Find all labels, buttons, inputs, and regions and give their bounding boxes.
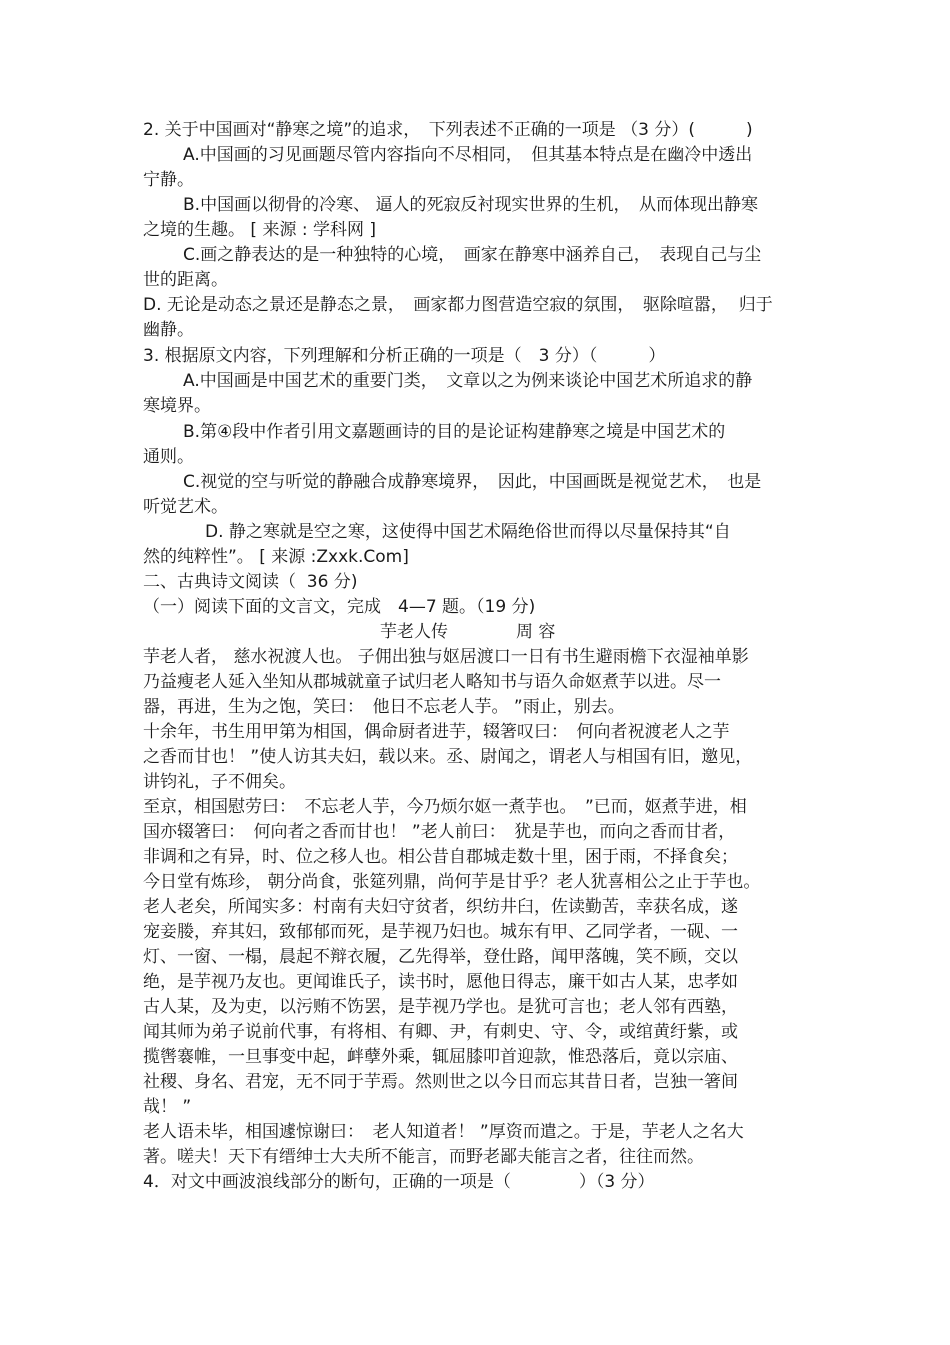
passage-line: 社稷、身名、君宠，无不同于芋焉。然则世之以今日而忘其昔日者，岂独一箸间 <box>143 1072 738 1092</box>
q3-option-d: D. 静之寒就是空之寒，这使得中国艺术隔绝俗世而得以尽量保持其“自 <box>205 522 731 542</box>
q2-option-b: B.中国画以彻骨的冷寒、 逼人的死寂反衬现实世界的生机， 从而体现出静寒 <box>183 195 758 215</box>
passage-line: 老人语未毕，相国遽惊谢曰： 老人知道者！ ”厚资而遣之。于是，芋老人之名大 <box>143 1122 744 1142</box>
passage-title: 芋老人传 周 容 <box>380 622 556 642</box>
q2-option-d-cont: 幽静。 <box>143 320 194 340</box>
q3-option-c: C.视觉的空与听觉的静融合成静寒境界， 因此，中国画既是视觉艺术， 也是 <box>183 472 762 492</box>
subsection-heading: （一）阅读下面的文言文，完成 4—7 题。（19 分) <box>143 597 536 617</box>
passage-line: 乃益瘦老人延入坐知从郡城就童子试归老人略知书与语久命妪煮芋以进。尽一 <box>143 672 721 692</box>
q3-option-b-cont: 通则。 <box>143 447 194 467</box>
passage-line: 揽辔褰帷，一旦事变中起，衅孽外乘，辄屈膝叩首迎款，惟恐落后，竟以宗庙、 <box>143 1047 738 1067</box>
passage-line: 讲钧礼，子不佣矣。 <box>143 772 296 792</box>
question-3-stem: 3. 根据原文内容，下列理解和分析正确的一项是（ 3 分）（ ） <box>143 346 666 366</box>
passage-line: 至京，相国慰劳曰： 不忘老人芋，今乃烦尔妪一煮芋也。 ”已而，妪煮芋进，相 <box>143 797 747 817</box>
passage-line: 十余年，书生用甲第为相国，偶命厨者进芋，辍箸叹曰： 何向者祝渡老人之芋 <box>143 722 730 742</box>
q2-option-b-cont: 之境的生趣。 [ 来源 : 学科网 ] <box>143 220 377 240</box>
passage-line: 古人某，及为吏，以污贿不饬罢，是芋视乃学也。是犹可言也；老人邻有西塾， <box>143 997 738 1017</box>
passage-line: 老人老矣，所闻实多：村南有夫妇守贫者，织纺井臼，佐读勤苦，幸获名成，遂 <box>143 897 738 917</box>
passage-line: 器，再进，生为之饱，笑曰： 他日不忘老人芋。 ”雨止，别去。 <box>143 697 625 717</box>
q3-option-a-cont: 寒境界。 <box>143 396 211 416</box>
passage-line: 之香而甘也！ ”使人访其夫妇，载以来。丞、尉闻之，谓老人与相国有旧，邀见， <box>143 747 753 767</box>
q3-option-c-cont: 听觉艺术。 <box>143 497 228 517</box>
q2-option-a-cont: 宁静。 <box>143 170 194 190</box>
question-4-stem: 4．对文中画波浪线部分的断句，正确的一项是（ ）（3 分） <box>143 1172 655 1192</box>
q3-option-a: A.中国画是中国艺术的重要门类， 文章以之为例来谈论中国艺术所追求的静 <box>183 371 753 391</box>
section-heading: 二、古典诗文阅读（ 36 分) <box>143 572 358 592</box>
passage-line: 芋老人者， 慈水祝渡人也。 子佣出独与妪居渡口一日有书生避雨檐下衣湿袖单影 <box>143 647 749 667</box>
passage-line: 今日堂有炼珍， 朝分尚食，张筵列鼎，尚何芋是甘乎？老人犹喜相公之止于芋也。 <box>143 872 761 892</box>
passage-line: 绝，是芋视乃友也。更闻谁氏子，读书时，愿他日得志，廉干如古人某，忠孝如 <box>143 972 738 992</box>
q2-option-c-cont: 世的距离。 <box>143 270 228 290</box>
passage-line: 灯、一窗、一榻，晨起不辩衣履，乙先得举，登仕路，闻甲落魄，笑不顾，交以 <box>143 947 738 967</box>
passage-line: 闻其师为弟子说前代事，有将相、有卿、尹，有刺史、守、令，或绾黄纡紫，或 <box>143 1022 738 1042</box>
q2-option-a: A.中国画的习见画题尽管内容指向不尽相同， 但其基本特点是在幽冷中透出 <box>183 145 753 165</box>
q3-option-d-cont: 然的纯粹性”。 [ 来源 :Zxxk.Com] <box>143 547 409 567</box>
question-2-stem: 2. 关于中国画对“静寒之境”的追求， 下列表述不正确的一项是 （3 分）( ) <box>143 120 753 140</box>
q2-option-c: C.画之静表达的是一种独特的心境， 画家在静寒中涵养自己， 表现自己与尘 <box>183 245 762 265</box>
passage-line: 非调和之有异，时、位之移人也。相公昔自郡城走数十里，困于雨，不择食矣； <box>143 847 738 867</box>
q2-option-d: D. 无论是动态之景还是静态之景， 画家都力图营造空寂的氛围， 驱除喧嚣， 归于 <box>143 295 773 315</box>
q3-option-b: B.第④段中作者引用文嘉题画诗的目的是论证构建静寒之境是中国艺术的 <box>183 422 726 442</box>
passage-line: 著。嗟夫！天下有缙绅士大夫所不能言，而野老鄙夫能言之者，往往而然。 <box>143 1147 704 1167</box>
passage-line: 国亦辍箸曰： 何向者之香而甘也！ ”老人前曰： 犹是芋也，而向之香而甘者， <box>143 822 736 842</box>
passage-line: 宠妾媵，弃其妇，致郁郁而死，是芋视乃妇也。城东有甲、乙同学者，一砚、一 <box>143 922 738 942</box>
passage-line: 哉！ ” <box>143 1097 192 1117</box>
